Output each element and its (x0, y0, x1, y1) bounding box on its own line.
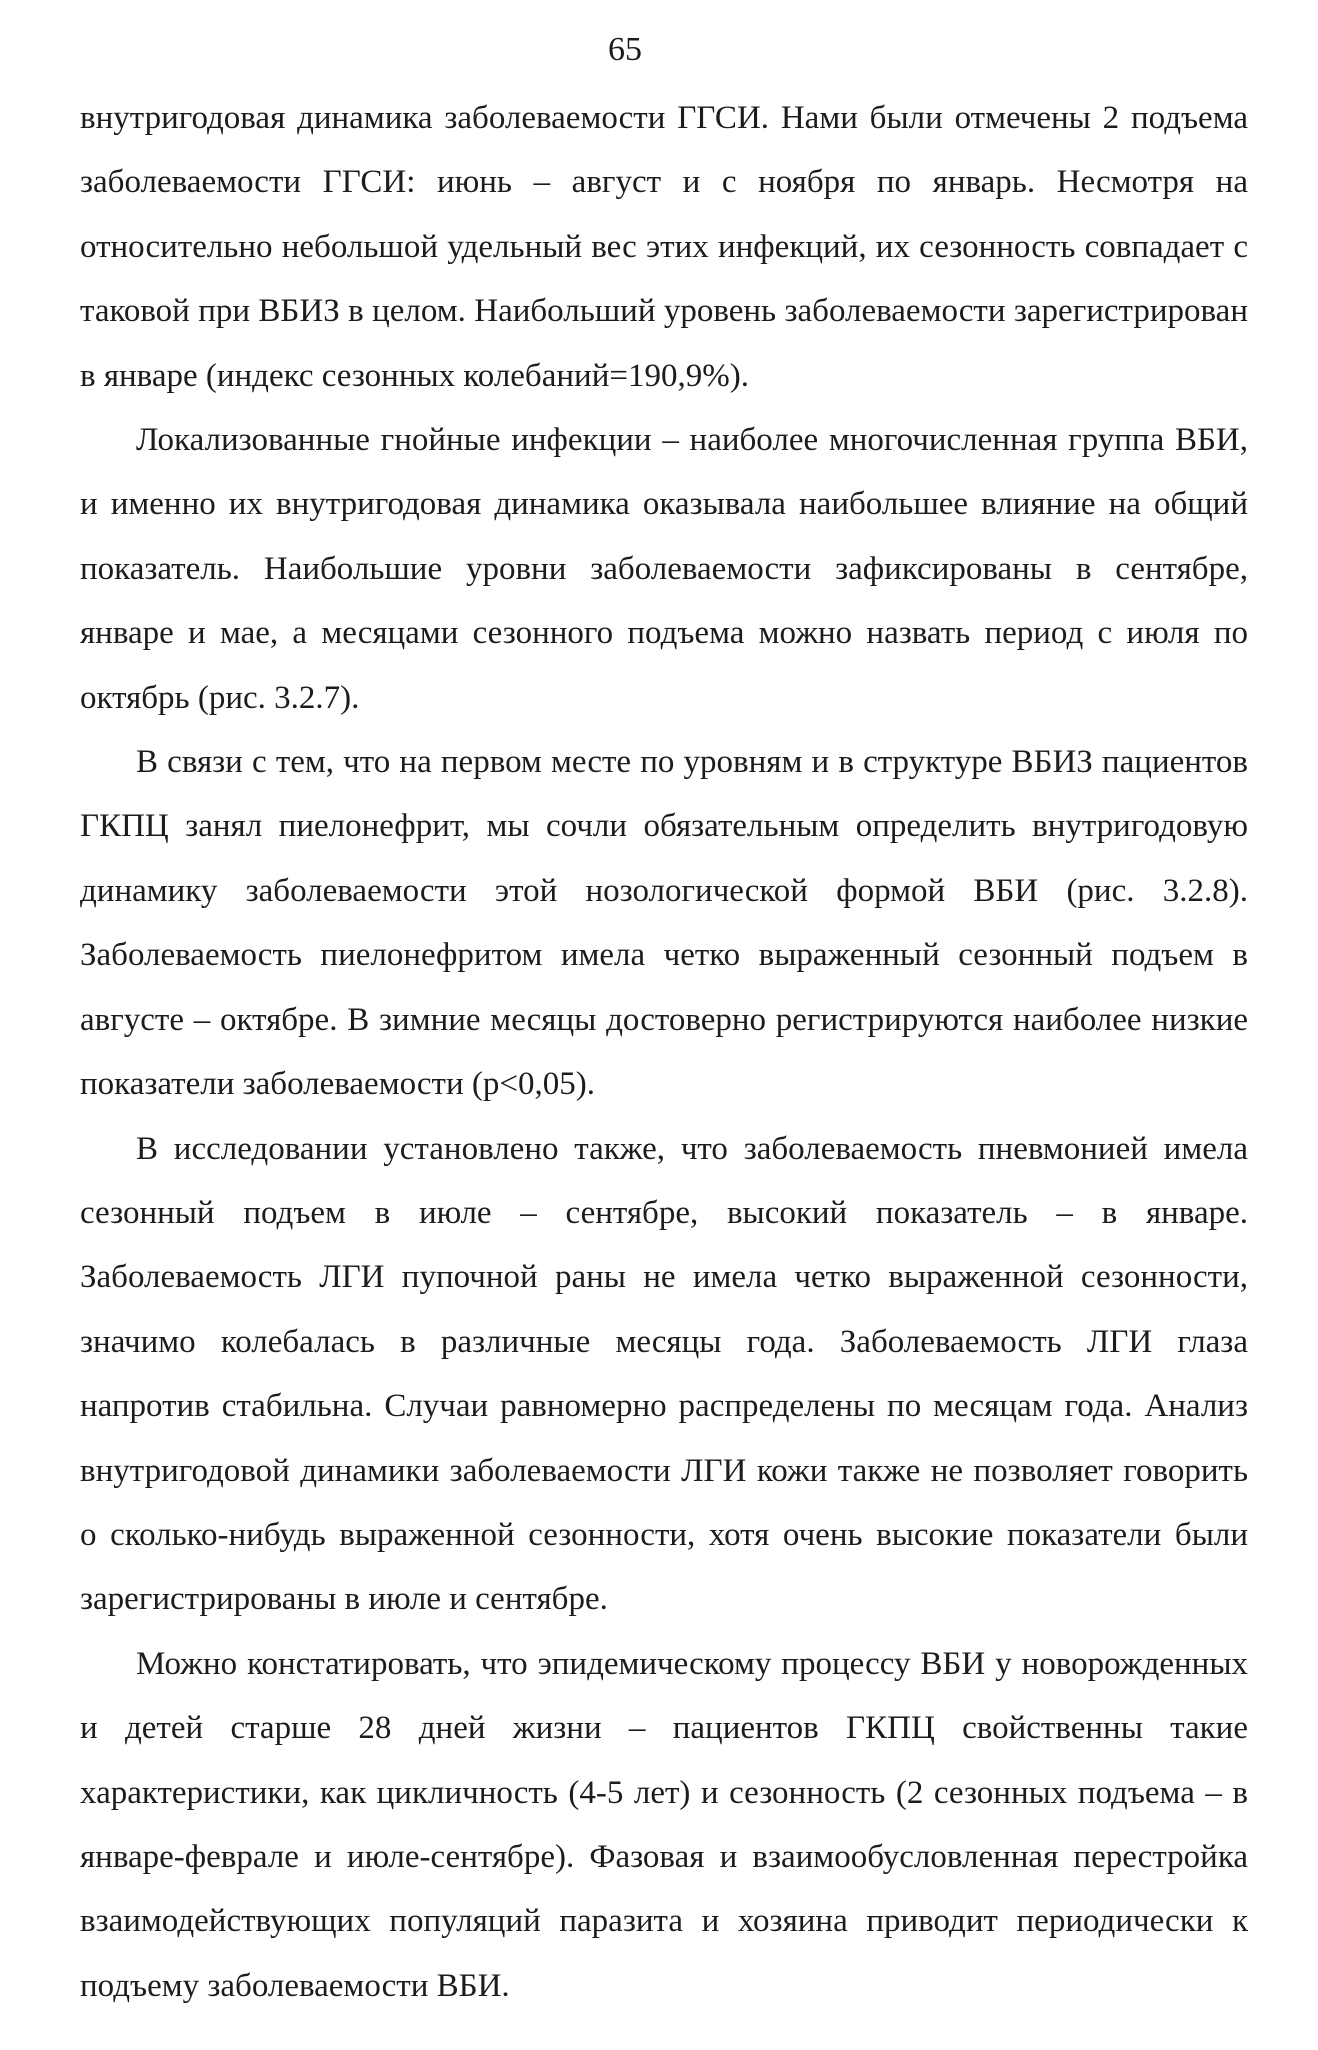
paragraph: Можно констатировать, что эпидемическому процессу ВБИ у новорожденных и детей старше 28 дней жизни – пациентов ГКПЦ свойственны такие характеристики, как цикличность (4-5 лет) и сезонность (2 сезонных подъема – в январе-феврале и июле-сентябре). Фазовая и взаимообусловленная перестройка взаимодействующих популяций паразита и хозяина приводит периодически к подъему заболеваемости ВБИ. (80, 1645, 1248, 2004)
paragraph: В исследовании установлено также, что заболеваемость пневмонией имела сезонный подъем в июле – сентябре, высокий показатель – в январе. Заболеваемость ЛГИ пупочной раны не имела четко выраженной сезонности, значимо колебалась в различные месяцы года. Заболеваемость ЛГИ глаза напротив стабильна. Случаи равномерно распределены по месяцам года. Анализ внутригодовой динамики заболеваемости ЛГИ кожи также не позволяет говорить о сколько-нибудь выраженной сезонности, хотя очень высокие показатели были зарегистрированы в июле и сентябре. (80, 1130, 1248, 1618)
page-number: 65 (608, 31, 642, 68)
paragraph-continuation: внутригодовая динамика заболеваемости ГГСИ. Нами были отмечены 2 подъема заболеваемости ГГСИ: июнь – август и с ноября по январь. Несмотря на относительно небольшой удельный вес этих инфекций, их сезонность совпадает с таковой при ВБИЗ в целом. Наибольший уровень заболеваемости зарегистрирован в январе (индекс сезонных колебаний=190,9%). (80, 100, 1248, 394)
text-body (80, 86, 1248, 2018)
paragraph: В связи с тем, что на первом месте по уровням и в структуре ВБИЗ пациентов ГКПЦ занял пиелонефрит, мы сочли обязательным определить внутригодовую динамику заболеваемости этой нозологической формой ВБИ (рис. 3.2.8). Заболеваемость пиелонефритом имела четко выраженный сезонный подъем в августе – октябре. В зимние месяцы достоверно регистрируются наиболее низкие показатели заболеваемости (р<0,05). (80, 744, 1248, 1103)
paragraph: Локализованные гнойные инфекции – наиболее многочисленная группа ВБИ, и именно их внутригодовая динамика оказывала наибольшее влияние на общий показатель. Наибольшие уровни заболеваемости зафиксированы в сентябре, январе и мае, а месяцами сезонного подъема можно назвать период с июля по октябрь (рис. 3.2.7). (80, 422, 1248, 716)
